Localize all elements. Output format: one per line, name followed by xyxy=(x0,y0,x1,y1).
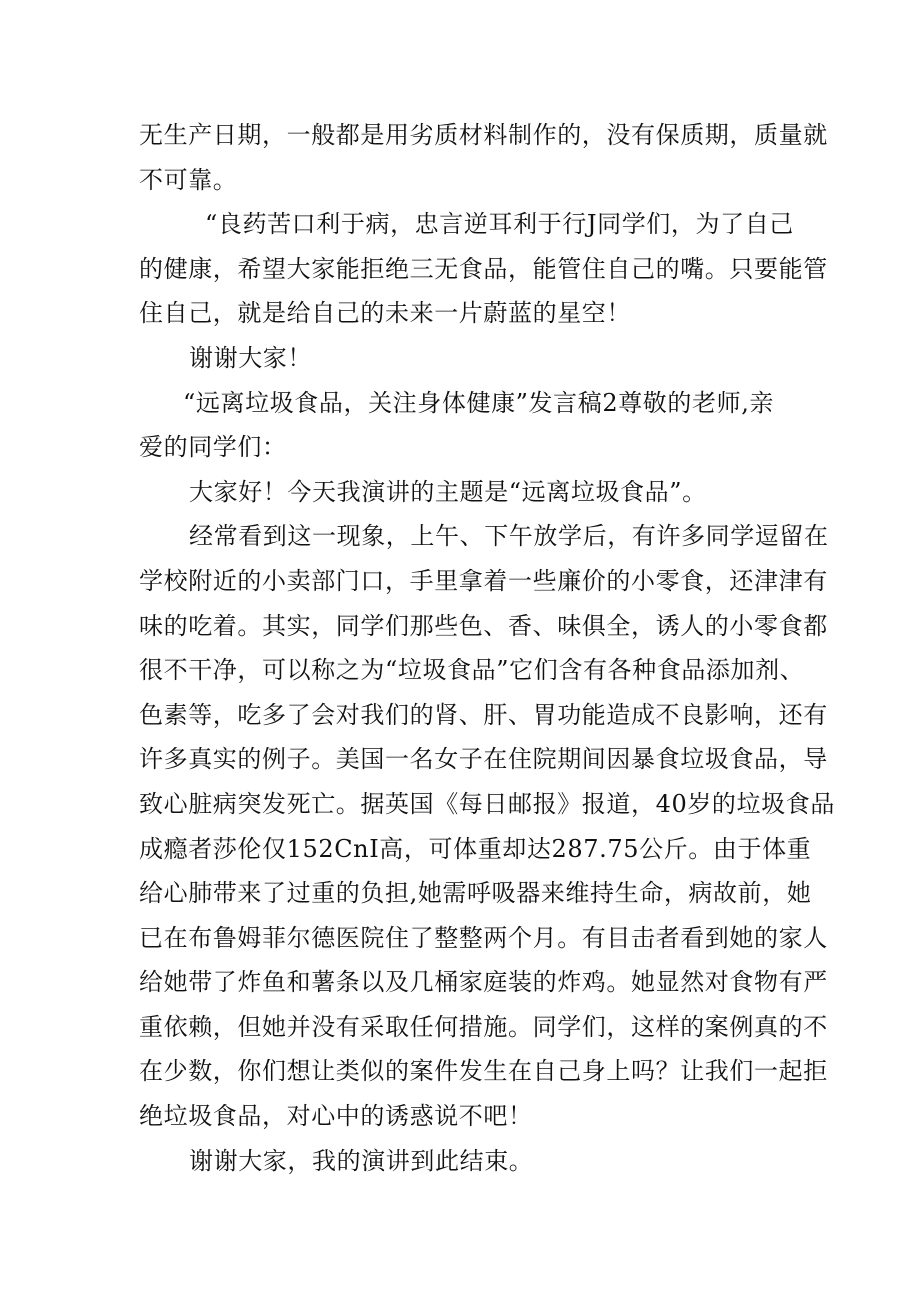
text-line: 色素等，吃多了会对我们的肾、肝、胃功能造成不良影响，还有 xyxy=(139,700,828,729)
text-line: “良药苦口利于病，忠言逆耳利于行J同学们，为了自己 xyxy=(205,210,794,239)
text-line: 住自己，就是给自己的未来一片蔚蓝的星空！ xyxy=(139,299,631,328)
text-line: 爱的同学们： xyxy=(139,433,287,462)
text-line: 谢谢大家，我的演讲到此结束。 xyxy=(189,1146,534,1175)
text-line: 成瘾者莎伦仅152CnI高，可体重却达287.75公斤。由于体重 xyxy=(139,834,812,863)
text-line: 经常看到这一现象，上午、下午放学后，有许多同学逗留在 xyxy=(189,522,829,551)
text-line: 许多真实的例子。美国一名女子在住院期间因暴食垃圾食品，导 xyxy=(139,745,828,774)
text-line: 的健康，希望大家能拒绝三无食品，能管住自己的嘴。只要能管 xyxy=(139,254,828,283)
text-line: 重依赖，但她并没有采取任何措施。同学们，这样的案例真的不 xyxy=(139,1012,828,1041)
text-line: 学校附近的小卖部门口，手里拿着一些廉价的小零食，还津津有 xyxy=(139,566,828,595)
text-line: 致心脏病突发死亡。据英国《每日邮报》报道，40岁的垃圾食品 xyxy=(139,789,835,818)
text-line: 谢谢大家！ xyxy=(189,343,312,372)
text-line: 很不干净，可以称之为“垃圾食品”它们含有各种食品添加剂、 xyxy=(139,656,805,685)
text-line: 无生产日期，一般都是用劣质材料制作的，没有保质期，质量就 xyxy=(139,121,828,149)
text-line: 绝垃圾食品，对心中的诱惑说不吧！ xyxy=(139,1102,533,1131)
text-line: 给她带了炸鱼和薯条以及几桶家庭装的炸鸡。她显然对食物有严 xyxy=(139,968,828,997)
document-body xyxy=(139,113,835,1183)
text-line: 大家好！今天我演讲的主题是“远离垃圾食品”。 xyxy=(189,477,707,506)
text-line: 给心肺带来了过重的负担,她需呼吸器来维持生命，病故前，她 xyxy=(139,879,812,908)
text-line: 味的吃着。其实，同学们那些色、香、味俱全，诱人的小零食都 xyxy=(139,611,828,640)
text-line: 在少数，你们想让类似的案件发生在自己身上吗？让我们一起拒 xyxy=(139,1057,828,1086)
text-line: 已在布鲁姆菲尔德医院住了整整两个月。有目击者看到她的家人 xyxy=(139,923,828,952)
text-line: 不可靠。 xyxy=(139,165,238,194)
text-line: “远离垃圾食品，关注身体健康”发言稿2尊敬的老师,亲 xyxy=(183,388,775,417)
